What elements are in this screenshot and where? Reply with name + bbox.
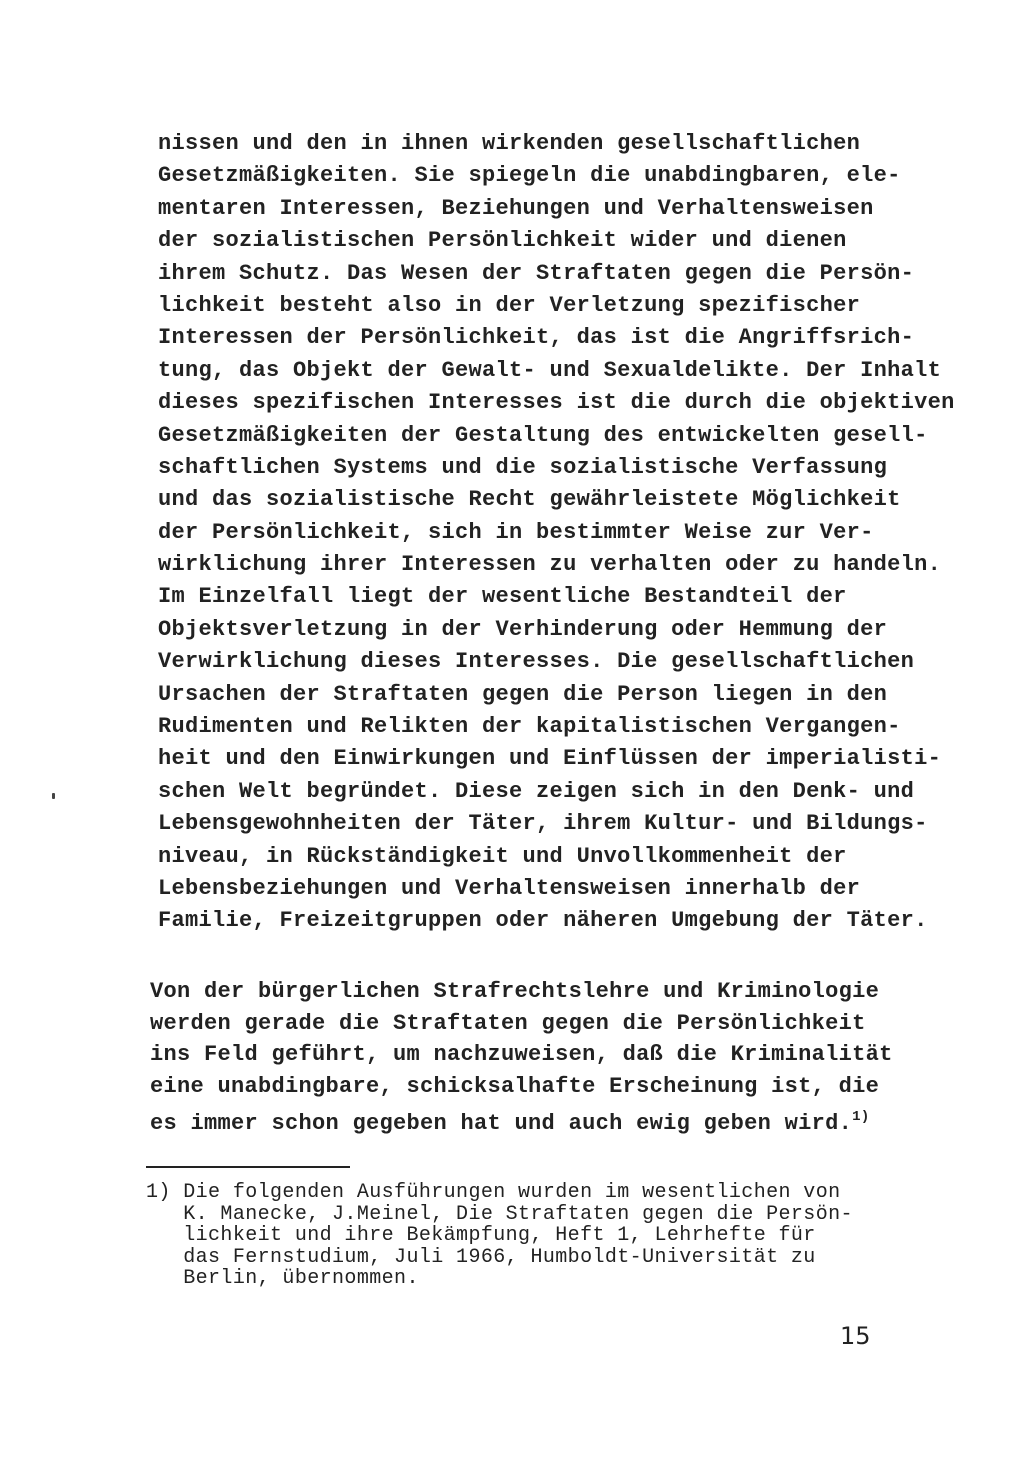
text-line: schen Welt begründet. Diese zeigen sich in den Denk- und xyxy=(158,778,915,804)
text-line: eine unabdingbare, schicksalhafte Erscheinung ist, die xyxy=(150,1073,880,1099)
footnote-line: 1) Die folgenden Ausführungen wurden im wesentlichen von xyxy=(146,1181,841,1204)
text-line: Im Einzelfall liegt der wesentliche Bestandteil der xyxy=(158,584,847,610)
text-line: Verwirklichung dieses Interesses. Die gesellschaftlichen xyxy=(158,649,915,675)
page-number: 15 xyxy=(840,1322,871,1350)
text-line: mentaren Interessen, Beziehungen und Verhaltensweisen xyxy=(158,195,874,221)
text-line: werden gerade die Straftaten gegen die Persönlichkeit xyxy=(150,1010,866,1036)
text-line: Von der bürgerlichen Strafrechtslehre und Kriminologie xyxy=(150,979,880,1004)
footnote-line: das Fernstudium, Juli 1966, Humboldt-Universität zu xyxy=(146,1245,816,1269)
text-line: Ursachen der Straftaten gegen die Person liegen in den xyxy=(158,681,888,707)
footnote-line: Berlin, übernommen. xyxy=(146,1267,419,1290)
text-line: Lebensbeziehungen und Verhaltensweisen innerhalb der xyxy=(158,875,861,901)
text-line: der Persönlichkeit, sich in bestimmter Weise zur Ver- xyxy=(158,519,874,545)
scan-speck xyxy=(52,793,55,799)
text-line: ihrem Schutz. Das Wesen der Straftaten gegen die Persön- xyxy=(158,260,915,286)
footnote-line: lichkeit und ihre Bekämpfung, Heft 1, Lehrhefte für xyxy=(146,1224,816,1247)
text-line: Lebensgewohnheiten der Täter, ihrem Kultur- und Bildungs- xyxy=(158,811,928,837)
text-line: Rudimenten und Relikten der kapitalistischen Vergangen- xyxy=(158,714,901,740)
body-paragraph-2 xyxy=(150,976,950,1134)
text-line: Gesetzmäßigkeiten. Sie spiegeln die unabdingbaren, ele- xyxy=(158,163,901,189)
text-line: der sozialistischen Persönlichkeit wider und dienen xyxy=(158,228,847,254)
text-line: Familie, Freizeitgruppen oder näheren Umgebung der Täter. xyxy=(158,908,928,934)
text-line: es immer schon gegeben hat und auch ewig geben wird. xyxy=(150,1111,853,1136)
text-line: heit und den Einwirkungen und Einflüssen der imperialisti- xyxy=(158,746,942,772)
text-line: schaftlichen Systems und die sozialistische Verfassung xyxy=(158,454,888,480)
text-line: und das sozialistische Recht gewährleistete Möglichkeit xyxy=(158,487,901,513)
text-line: Objektsverletzung in der Verhinderung oder Hemmung der xyxy=(158,616,888,642)
footnote xyxy=(146,1182,926,1290)
text-line: wirklichung ihrer Interessen zu verhalten oder zu handeln. xyxy=(158,552,942,578)
text-line: niveau, in Rückständigkeit und Unvollkommenheit der xyxy=(158,843,847,869)
footnote-marker: 1) xyxy=(852,1109,870,1125)
body-paragraph-1 xyxy=(158,128,958,938)
text-line: dieses spezifischen Interesses ist die durch die objektiven xyxy=(158,390,955,416)
footnote-divider xyxy=(146,1166,350,1168)
footnote-line: K. Manecke, J.Meinel, Die Straftaten gegen die Persön- xyxy=(146,1202,853,1226)
text-line: lichkeit besteht also in der Verletzung spezifischer xyxy=(158,292,861,318)
text-line: ins Feld geführt, um nachzuweisen, daß die Kriminalität xyxy=(150,1042,893,1067)
text-line: tung, das Objekt der Gewalt- und Sexualdelikte. Der Inhalt xyxy=(158,357,942,383)
text-line: Interessen der Persönlichkeit, das ist die Angriffsrich- xyxy=(158,325,915,351)
text-line: Gesetzmäßigkeiten der Gestaltung des entwickelten gesell- xyxy=(158,422,928,448)
text-line: nissen und den in ihnen wirkenden gesellschaftlichen xyxy=(158,131,861,156)
text-line-with-footnote xyxy=(150,1102,950,1134)
